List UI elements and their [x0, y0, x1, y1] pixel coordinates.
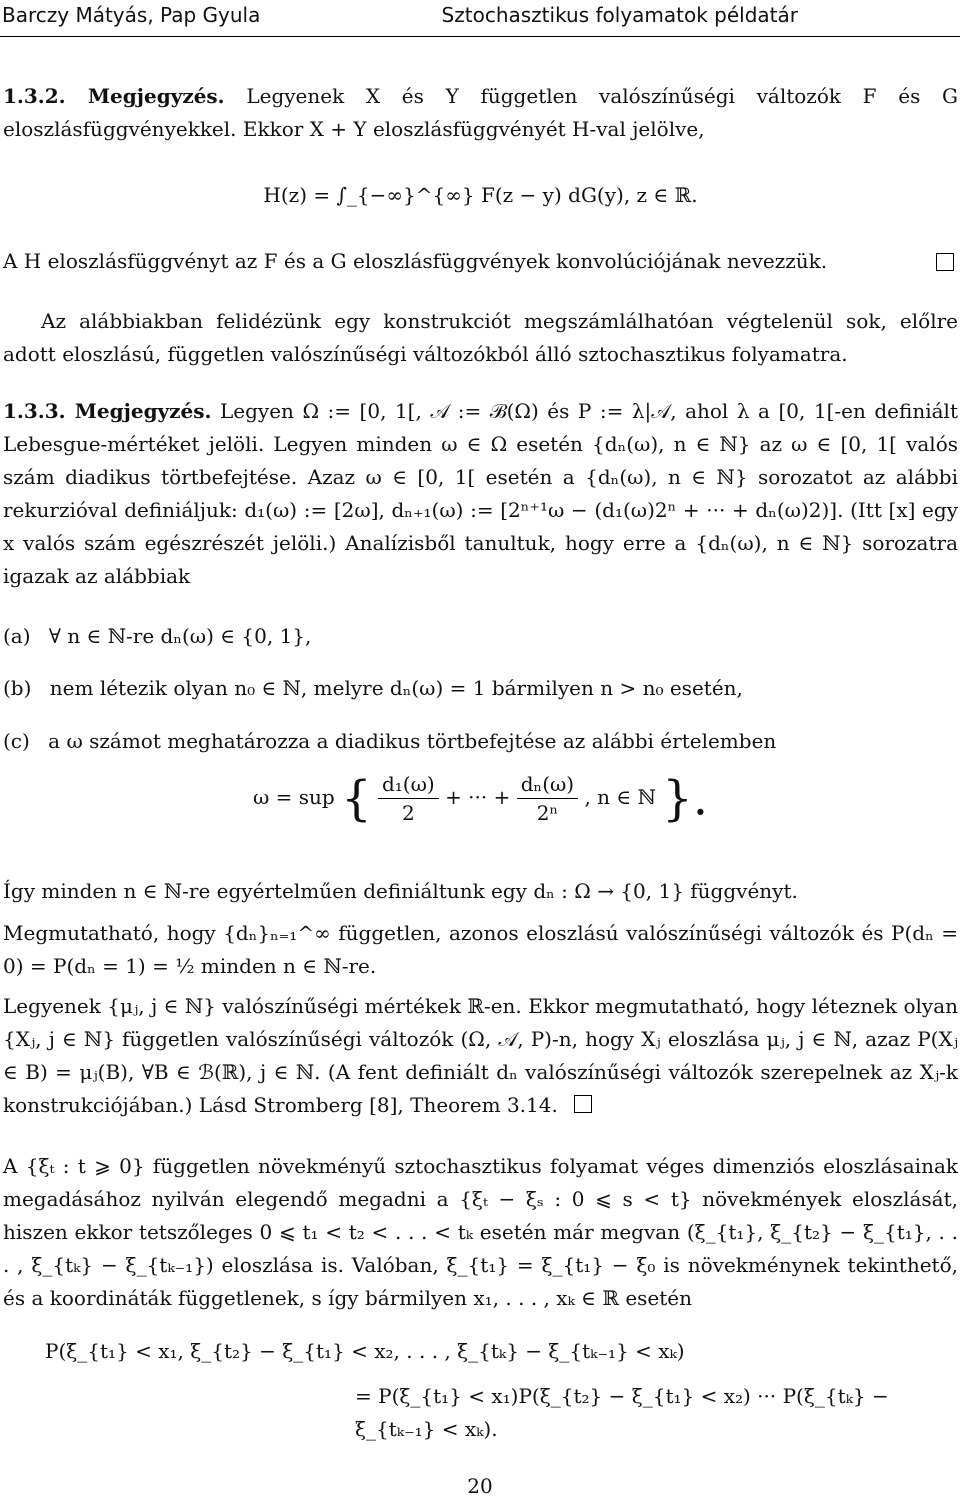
formula-text: H(z) = ∫_{−∞}^{∞} F(z − y) dG(y), z ∈ ℝ.: [263, 183, 698, 207]
sup-middle: + ··· +: [445, 785, 511, 809]
item-label: (c): [3, 729, 30, 753]
fraction-denominator: 2ⁿ: [536, 801, 559, 825]
item-label: (b): [3, 676, 32, 700]
remark-conclusion: [3, 245, 958, 278]
final-formula-line-2: = P(ξ_{t₁} < x₁)P(ξ_{t₂} − ξ_{t₁} < x₂) ··· P(ξ_{tₖ} − ξ_{tₖ₋₁} < xₖ).: [355, 1384, 889, 1441]
fraction-denominator: 2: [401, 801, 415, 825]
intro-paragraph: Az alábbiakban felidézünk egy konstrukciót megszámlálhatóan végtelenül sok, előlre adott eloszlású, független valószínűségi változókból álló sztochasztikus folyamatra.: [3, 309, 958, 366]
list-item-a: [3, 620, 958, 653]
item-text: ∀ n ∈ ℕ-re dₙ(ω) ∈ {0, 1},: [48, 624, 312, 648]
list-item-b: [3, 672, 958, 705]
item-text: nem létezik olyan n₀ ∈ ℕ, melyre dₙ(ω) = 1 bármilyen n > n₀ esetén,: [49, 676, 743, 700]
list-item-c: [3, 725, 958, 758]
qed-symbol: [574, 1095, 592, 1113]
sup-tail: , n ∈ ℕ: [584, 785, 656, 809]
right-brace: }.: [662, 770, 709, 827]
remark-label: 1.3.3. Megjegyzés.: [3, 399, 212, 423]
remark-text: Legyenek X és Y független valószínűségi változók F és G eloszlásfüggvényekkel. Ekkor X + Y eloszlásfüggvényét H-val jelölve,: [3, 84, 958, 141]
paragraph-increments: A {ξₜ : t ⩾ 0} független növekményű sztochasztikus folyamat véges dimenziós eloszlásainak megadásához nyilván elegendő megadni a {ξₜ − ξₛ : 0 ⩽ s < t} növekmények eloszlását, hiszen ekkor tetszőleges 0 ⩽ t₁ < t₂ < . . . < tₖ esetén már megvan (ξ_{t₁}, ξ_{t₂} − ξ_{t₁}, . . . , ξ_{tₖ} − ξ_{tₖ₋₁}) eloszlása is. Valóban, ξ_{t₁} = ξ_{t₁} − ξ₀ is növekménynek tekinthető, és a koordináták függetlenek, s így bármilyen x₁, . . . , xₖ ∈ ℝ esetén: [3, 1154, 958, 1310]
fraction-numerator: dₙ(ω): [517, 770, 578, 799]
fraction-first: [378, 770, 439, 827]
convolution-formula: [3, 170, 958, 230]
remark-conclusion-text: A H eloszlásfüggvényt az F és a G eloszlásfüggvények konvolúciójának nevezzük.: [3, 249, 828, 273]
sup-lhs: ω = sup: [252, 785, 335, 809]
paragraph-construction-text: Legyenek {μⱼ, j ∈ ℕ} valószínűségi mértékek ℝ-en. Ekkor megmutatható, hogy léteznek olyan {Xⱼ, j ∈ ℕ} független valószínűségi változók (Ω, 𝒜, P)-n, hogy Xⱼ eloszlása μⱼ, j ∈ ℕ, azaz P(Xⱼ ∈ B) = μⱼ(B), ∀B ∈ ℬ(ℝ), j ∈ ℕ. (A fent definiált dₙ valószínűségi változók szerepelnek az Xⱼ-k konstrukciójában.) Lásd Stromberg [8], Theorem 3.14.: [3, 994, 958, 1117]
remark-label: 1.3.2. Megjegyzés.: [3, 84, 225, 108]
item-label: (a): [3, 624, 31, 648]
header-authors: Barczy Mátyás, Pap Gyula: [2, 3, 261, 27]
item-text: a ω számot meghatározza a diadikus törtbefejtése az alábbi értelemben: [48, 729, 777, 753]
fraction-nth: [517, 770, 578, 827]
left-brace: {: [341, 770, 372, 827]
final-formula-line-1: P(ξ_{t₁} < x₁, ξ_{t₂} − ξ_{t₁} < x₂, . . . , ξ_{tₖ} − ξ_{tₖ₋₁} < xₖ): [45, 1339, 685, 1363]
running-header: [0, 0, 960, 37]
sup-formula: [3, 770, 958, 850]
remark-text: Legyen Ω := [0, 1[, 𝒜 := ℬ(Ω) és P := λ|𝒜, ahol λ a [0, 1[-en definiált Lebesgue-mértéket jelöli. Legyen minden ω ∈ Ω esetén {dₙ(ω), n ∈ ℕ} az ω ∈ [0, 1[ valós szám diadikus törtbefejtése. Azaz ω ∈ [0, 1[ esetén a {dₙ(ω), n ∈ ℕ} sorozatot az alábbi rekurzióval definiáljuk: d₁(ω) := [2ω], dₙ₊₁(ω) := [2ⁿ⁺¹ω − (d₁(ω)2ⁿ + ··· + dₙ(ω)2)]. (Itt [x] egy x valós szám egészrészét jelöli.) Analízisből tanultuk, hogy erre a {dₙ(ω), n ∈ ℕ} sorozatra igazak az alábbiak: [3, 399, 958, 588]
qed-symbol: [936, 253, 954, 271]
paragraph-definition: Így minden n ∈ ℕ-re egyértelműen definiáltunk egy dₙ : Ω → {0, 1} függvényt.: [3, 879, 798, 903]
paragraph-construction: [3, 990, 958, 1122]
header-title: Sztochasztikus folyamatok példatár: [441, 3, 798, 27]
remark-1-3-2: [3, 80, 958, 146]
fraction-numerator: d₁(ω): [378, 770, 439, 799]
page-number: 20: [467, 1474, 493, 1498]
paragraph-independence: Megmutatható, hogy {dₙ}ₙ₌₁^∞ független, azonos eloszlású valószínűségi változók és P(dₙ = 0) = P(dₙ = 1) = ½ minden n ∈ ℕ-re.: [3, 921, 958, 978]
remark-1-3-3: [3, 395, 958, 593]
